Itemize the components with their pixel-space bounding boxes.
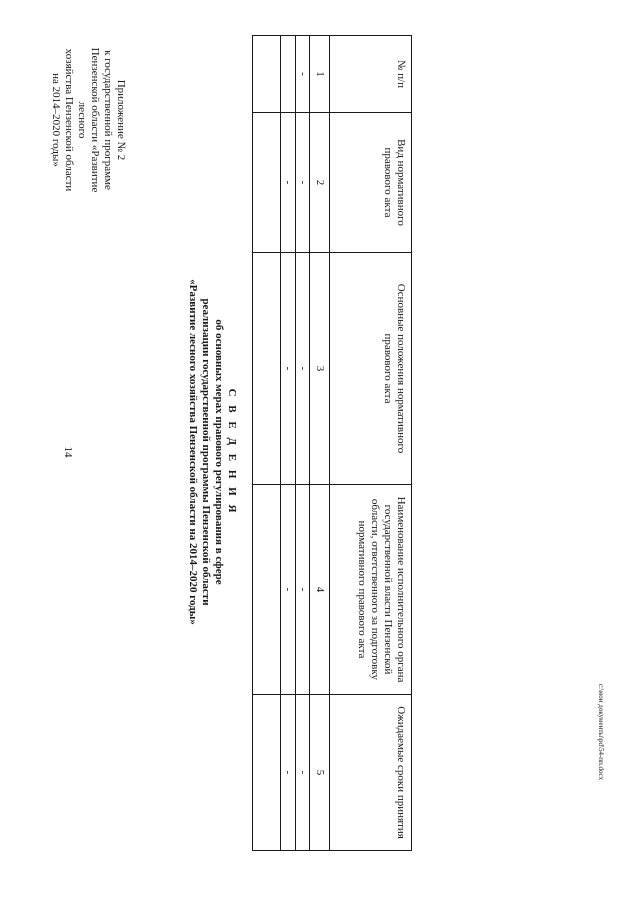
document-title <box>186 232 238 672</box>
table-cell: - <box>281 695 296 851</box>
title-line: об основных мерах правового регулирования в сфере <box>213 319 225 585</box>
table-cell: - <box>296 485 310 695</box>
table-cell: - <box>281 113 296 253</box>
title-line: реализации государственной программы Пензенской области <box>200 298 212 606</box>
column-number-row <box>310 36 330 851</box>
header-cell: № п/п <box>330 36 412 113</box>
measures-table <box>254 35 412 850</box>
table-cell: - <box>281 485 296 695</box>
header-cell: Наименование исполнительного органа государственной власти Пензенской области, ответственного за подготовку нормативного правового акта <box>330 485 412 695</box>
table-cell <box>253 36 281 113</box>
file-path-footer: c:\мои документы\pd\54-пп.docx <box>597 683 605 781</box>
table-cell: - <box>296 695 310 851</box>
appendix-line: Приложение № 2 <box>115 79 127 161</box>
appendix-caption <box>49 35 127 205</box>
table-cell <box>253 113 281 253</box>
header-cell: Вид нормативного правового акта <box>330 113 412 253</box>
appendix-line: Пензенской области «Развитие лесного <box>76 47 101 193</box>
column-number: 1 <box>310 36 330 113</box>
table-row <box>253 36 281 851</box>
page-number: 14 <box>62 446 74 458</box>
column-number: 5 <box>310 695 330 851</box>
column-number: 2 <box>310 113 330 253</box>
table-cell: - <box>296 253 310 485</box>
column-number: 4 <box>310 485 330 695</box>
title-line: «Развитие лесного хозяйства Пензенской области на 2014–2020 годы» <box>187 279 199 625</box>
appendix-line: хозяйства Пензенской области <box>63 48 75 192</box>
table-cell: - <box>281 253 296 485</box>
appendix-line: к государственной программе <box>102 50 114 190</box>
column-number: 3 <box>310 253 330 485</box>
header-cell: Основные положения нормативного правового акта <box>330 253 412 485</box>
table-cell: - <box>296 113 310 253</box>
table-header-row <box>330 36 412 851</box>
table-row <box>281 36 296 851</box>
table-row <box>296 36 310 851</box>
table-cell <box>253 253 281 485</box>
header-cell: Ожидаемые сроки принятия <box>330 695 412 851</box>
table-cell: - <box>296 36 310 113</box>
title-main: С В Е Д Е Н И Я <box>226 388 238 516</box>
table-cell <box>253 485 281 695</box>
appendix-line: на 2014–2020 годы» <box>50 73 62 167</box>
table-cell <box>281 36 296 113</box>
table-cell <box>253 695 281 851</box>
